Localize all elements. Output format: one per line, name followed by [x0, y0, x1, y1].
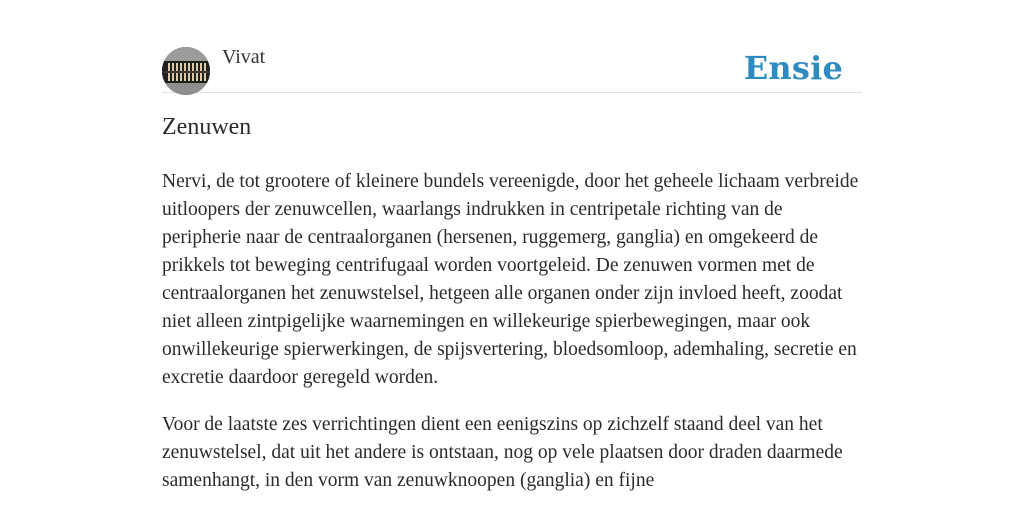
page-header	[162, 40, 862, 93]
library-bookshelf-icon	[162, 47, 210, 95]
article-paragraph: Voor de laatste zes verrichtingen dient een eenigszins op zichzelf staand deel van het zenuwstelsel, dat uit het andere is ontstaan, nog op vele plaatsen door draden daarmede samenhangt, in den vorm van zenuwknoopen (ganglia) en fijne	[162, 414, 843, 491]
article-body	[162, 168, 862, 512]
author-name[interactable]: Vivat	[222, 46, 266, 68]
article-paragraph: Nervi, de tot grootere of kleinere bundels vereenigde, door het geheele lichaam verbreide uitloopers der zenuwcellen, waarlangs indrukken in centripetale richting van de peripherie naar de centraalorganen (hersenen, ruggemerg, ganglia) en omgekeerd de prikkels tot beweging centrifugaal worden voortgeleid. De zenuwen vormen met de centraalorganen het zenuwstelsel, hetgeen alle organen onder zijn invloed heeft, zoodat niet alleen zintpigelijke waarnemingen en willekeurige spierbewegingen, maar ook onwillekeurige spierwerkingen, de spijsvertering, bloedsomloop, ademhaling, secretie en excretie daardoor geregeld worden.	[162, 171, 859, 388]
author-avatar[interactable]	[162, 47, 210, 95]
document-page	[162, 0, 862, 512]
site-logo[interactable]: Ensie	[743, 49, 843, 87]
article-title: Zenuwen	[162, 114, 252, 140]
